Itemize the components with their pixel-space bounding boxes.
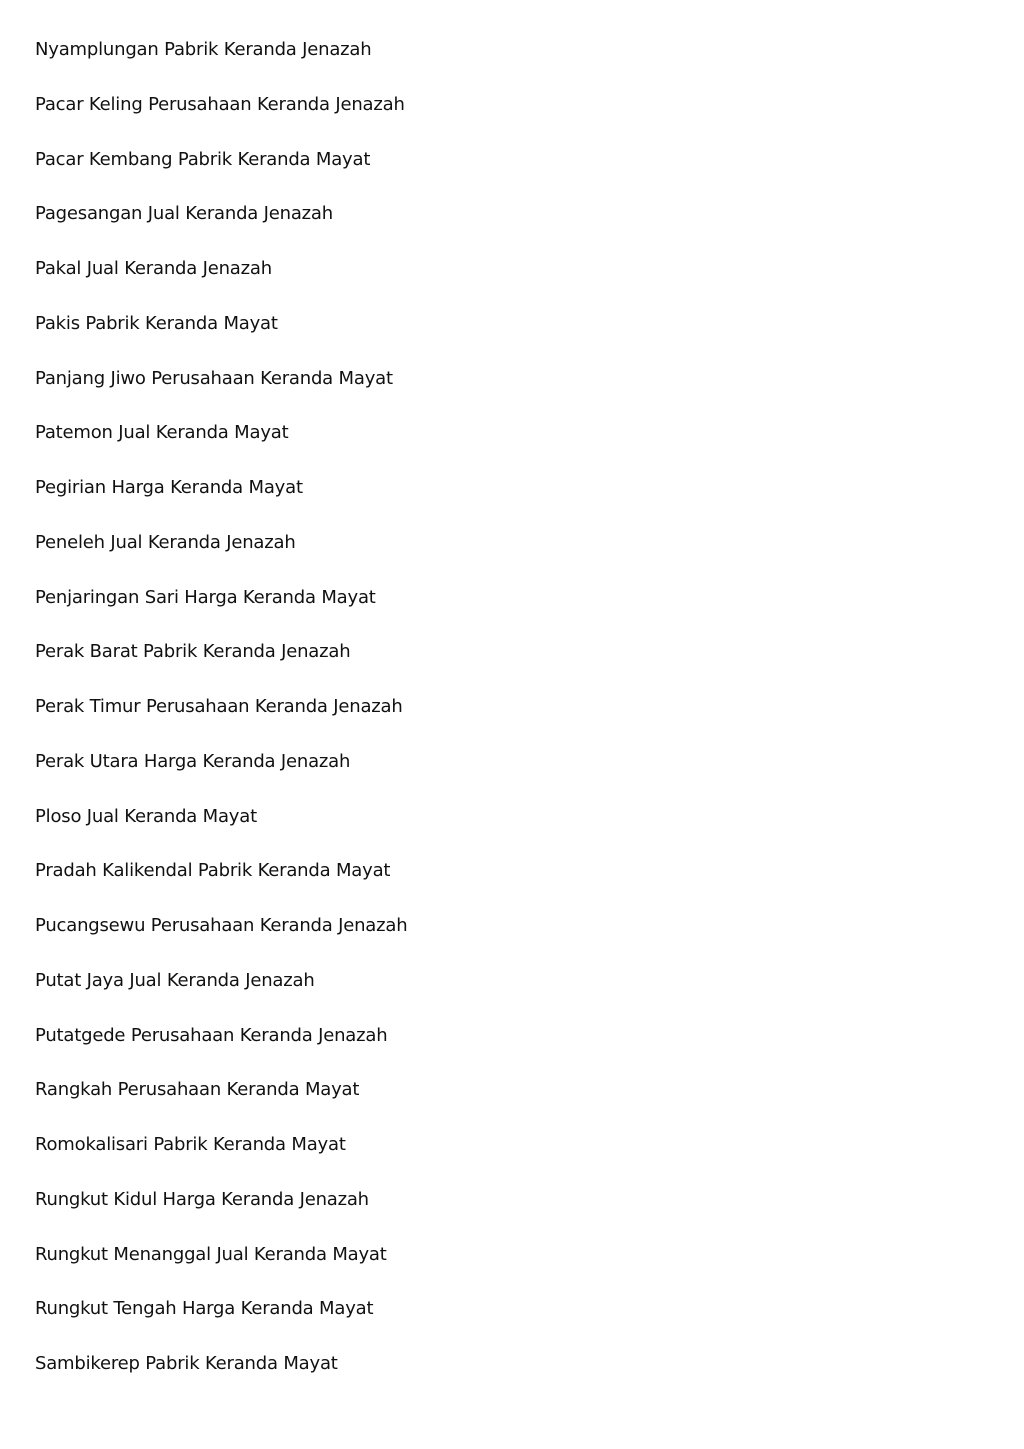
- entry-list: [35, 36, 407, 1405]
- list-item: Perak Timur Perusahaan Keranda Jenazah: [35, 696, 403, 717]
- list-item: Rungkut Kidul Harga Keranda Jenazah: [35, 1188, 369, 1210]
- list-item: Pagesangan Jual Keranda Jenazah: [35, 203, 333, 225]
- list-item: Rungkut Tengah Harga Keranda Mayat: [35, 1298, 374, 1320]
- list-item: Pradah Kalikendal Pabrik Keranda Mayat: [35, 860, 391, 882]
- list-item: Penjaringan Sari Harga Keranda Mayat: [35, 586, 376, 608]
- list-item: Patemon Jual Keranda Mayat: [35, 422, 289, 444]
- list-item: Putatgede Perusahaan Keranda Jenazah: [35, 1024, 388, 1046]
- list-item: Pacar Kembang Pabrik Keranda Mayat: [35, 148, 371, 170]
- list-item: Pacar Keling Perusahaan Keranda Jenazah: [35, 93, 405, 115]
- list-item: Rungkut Menanggal Jual Keranda Mayat: [35, 1243, 387, 1265]
- list-item: Ploso Jual Keranda Mayat: [35, 805, 257, 827]
- list-item: Rangkah Perusahaan Keranda Mayat: [35, 1079, 360, 1101]
- list-item: Peneleh Jual Keranda Jenazah: [35, 531, 296, 553]
- list-item: Romokalisari Pabrik Keranda Mayat: [35, 1134, 346, 1155]
- list-item: Pakal Jual Keranda Jenazah: [35, 258, 272, 279]
- list-item: Nyamplungan Pabrik Keranda Jenazah: [35, 39, 372, 60]
- list-item: Sambikerep Pabrik Keranda Mayat: [35, 1353, 338, 1374]
- list-item: Pucangsewu Perusahaan Keranda Jenazah: [35, 915, 408, 936]
- list-item: Putat Jaya Jual Keranda Jenazah: [35, 969, 315, 991]
- list-item: Pegirian Harga Keranda Mayat: [35, 477, 303, 498]
- list-item: Perak Utara Harga Keranda Jenazah: [35, 750, 351, 772]
- list-item: Panjang Jiwo Perusahaan Keranda Mayat: [35, 367, 393, 389]
- list-item: Perak Barat Pabrik Keranda Jenazah: [35, 641, 351, 663]
- list-item: Pakis Pabrik Keranda Mayat: [35, 312, 278, 334]
